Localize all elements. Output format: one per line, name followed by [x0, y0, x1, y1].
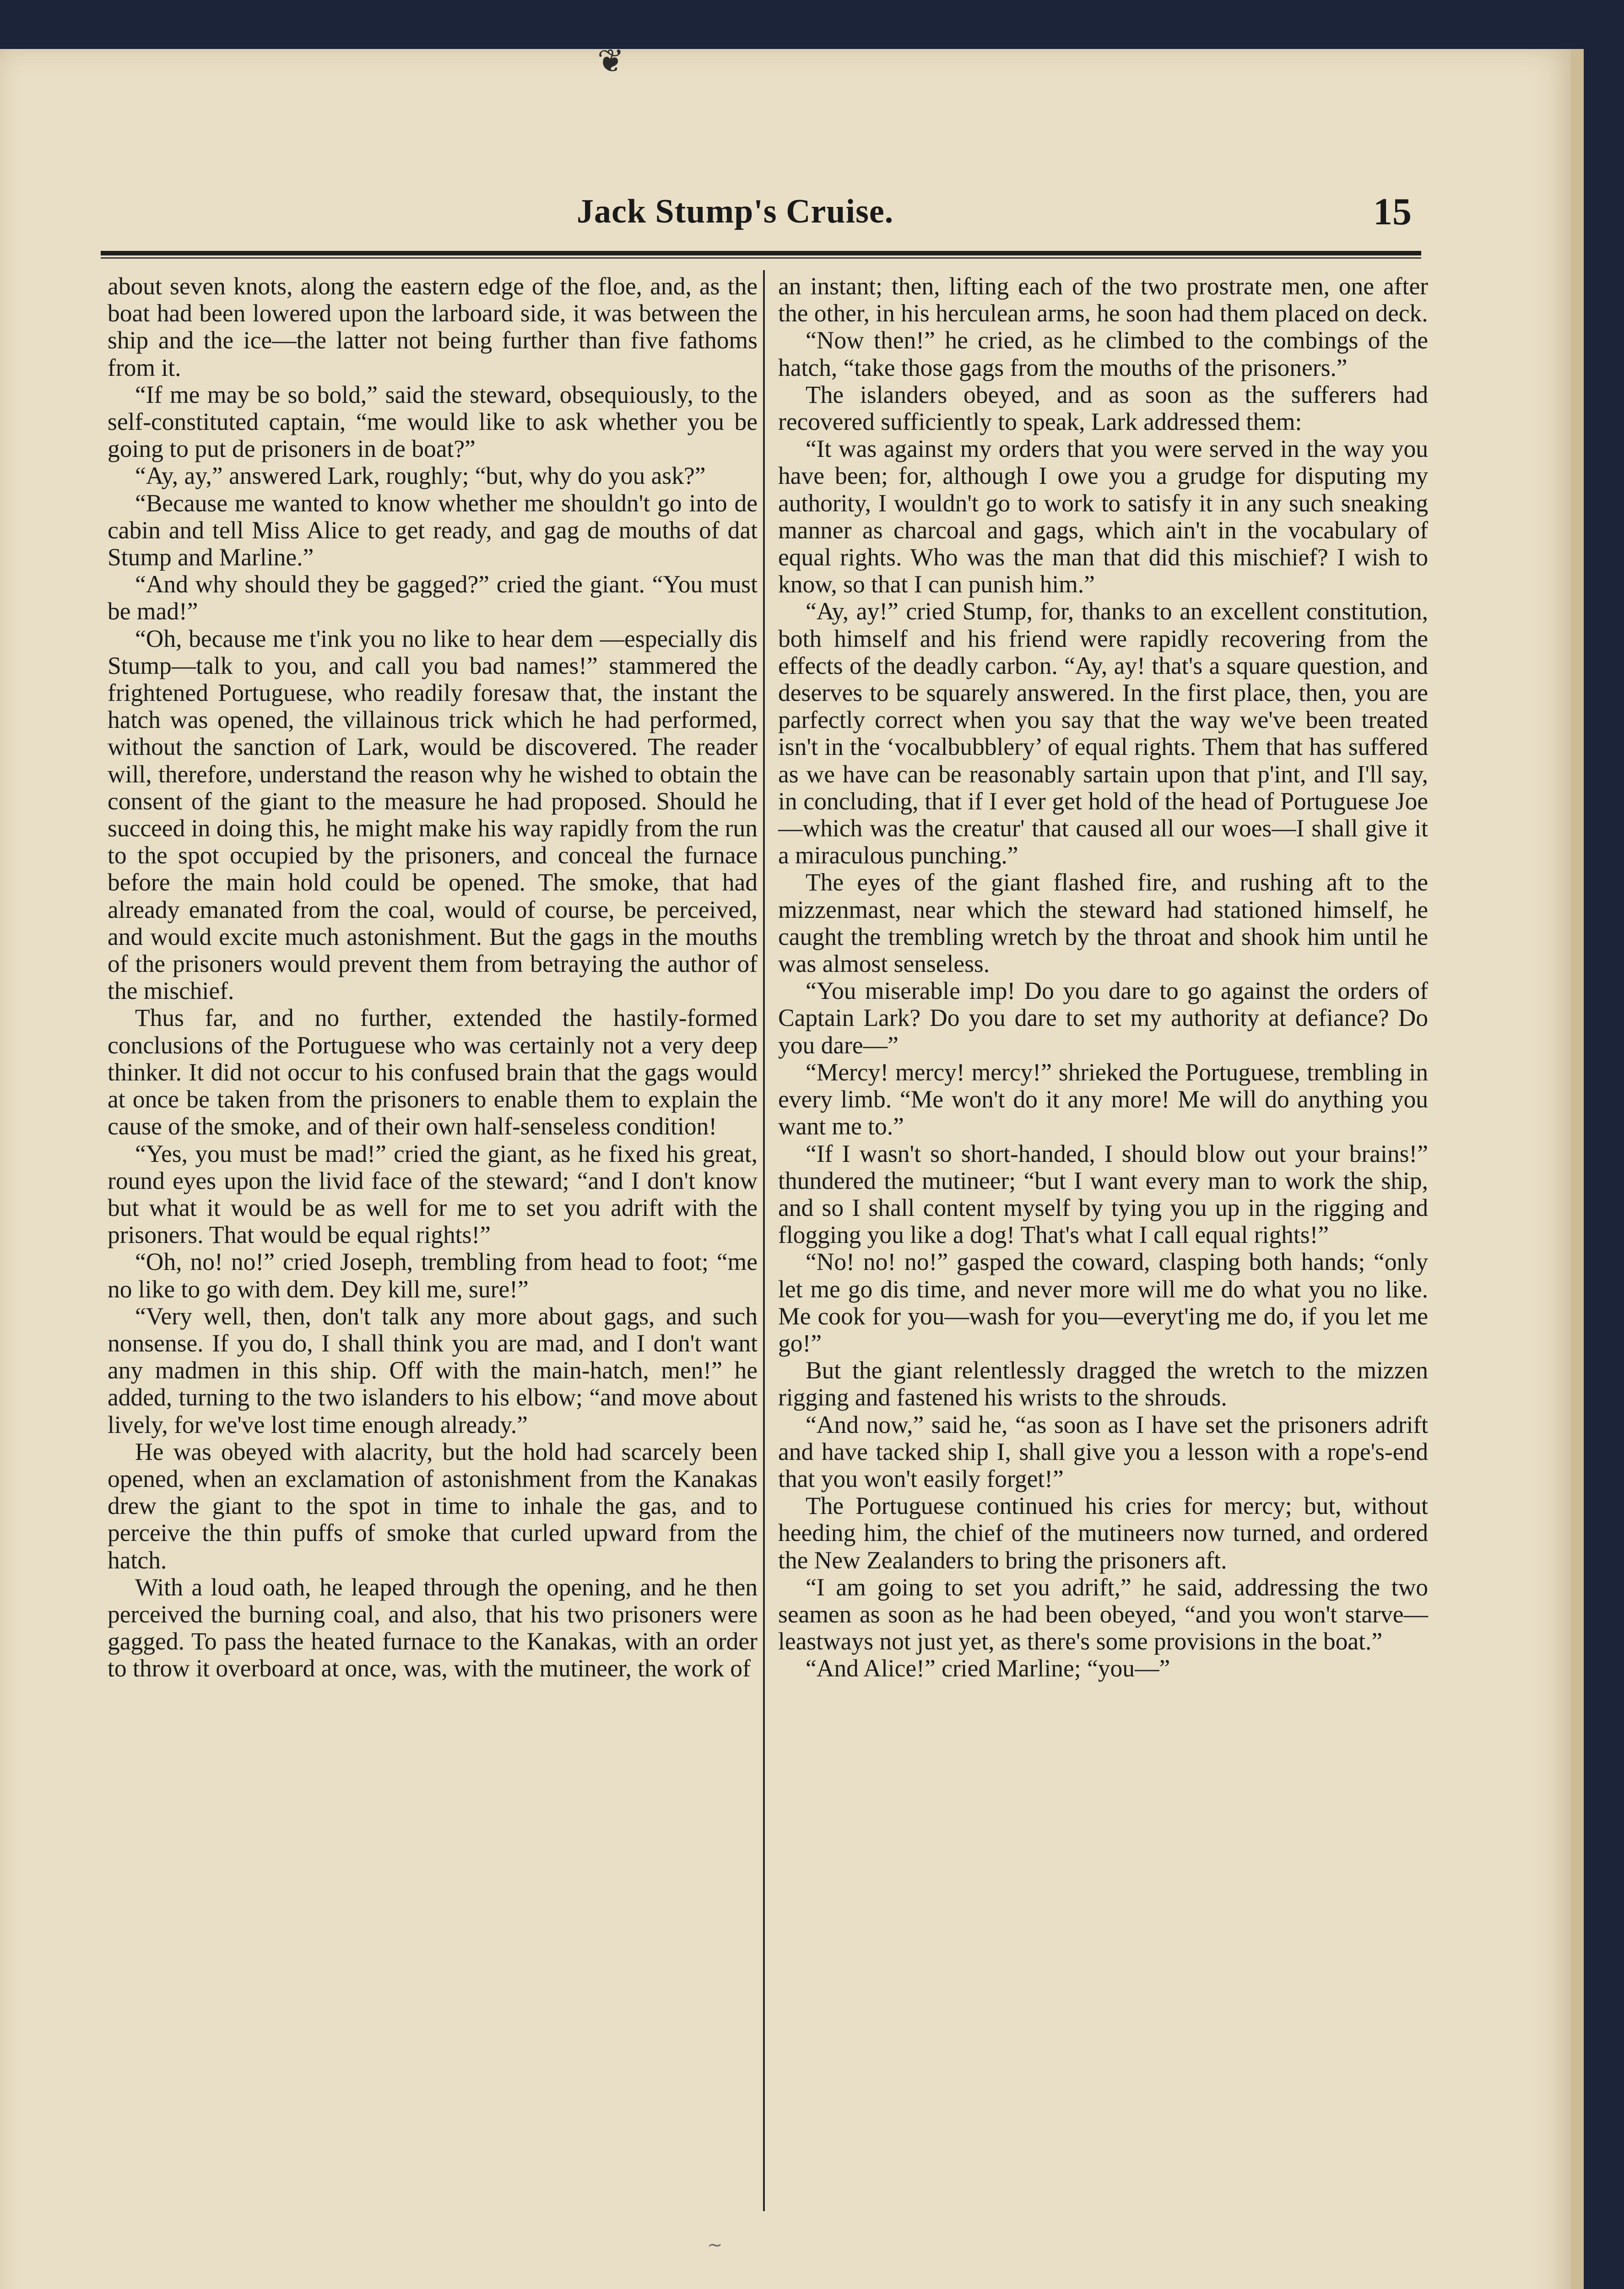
paragraph: “And why should they be gagged?” cried the giant. “You must be mad!”: [108, 570, 758, 625]
paragraph: “Ay, ay,” answered Lark, roughly; “but, why do you ask?”: [135, 462, 706, 490]
paragraph: The Portuguese continued his cries for mercy; but, without heeding him, the chief of the mutineers now turned, and ordered the New Zealanders to bring the prisoners aft.: [778, 1492, 1428, 1574]
paragraph: “I am going to set you adrift,” he said, addressing the two seamen as soon as he had been obeyed, “and you won't starve—leastways not just yet, as there's some provisions in the boat.”: [778, 1573, 1428, 1655]
paragraph: The islanders obeyed, and as soon as the sufferers had recovered sufficiently to speak, Lark addressed them:: [778, 380, 1428, 436]
paragraph: “Yes, you must be mad!” cried the giant, as he fixed his great, round eyes upon the livid face of the steward; “and I don't know but what it would be as well for me to set you adrift with the prisoners. That would be equal rights!”: [108, 1139, 758, 1249]
left-column: [108, 273, 758, 1682]
paragraph: Thus far, and no further, extended the hastily-formed conclusions of the Portuguese who was certainly not a very deep thinker. It did not occur to his confused brain that the gags would at once be taken from the prisoners to enable them to explain the cause of the smoke, and of their own half-senseless condition!: [108, 1004, 758, 1140]
paragraph: The eyes of the giant flashed fire, and rushing aft to the mizzenmast, near which the steward had stationed himself, he caught the trembling wretch by the throat and shook him until he was almost senseless.: [778, 868, 1428, 978]
running-header: [101, 192, 1419, 256]
paragraph: “Oh, because me t'ink you no like to hear dem —especially dis Stump—talk to you, and call you bad names!” stammered the frightened Portuguese, who readily foresaw that, the instant the hatch was opened, the villainous trick which he had performed, without the sanction of Lark, would be discovered. The reader will, therefore, understand the reason why he wished to obtain the consent of the giant to the measure he had proposed. Should he succeed in doing this, he might make his way rapidly from the run to the spot occupied by the prisoners, and conceal the furnace before the main hold could be opened. The smoke, that had already emanated from the coal, would of course, be perceived, and would excite much astonishment. But the gags in the mouths of the prisoners would prevent them from betraying the author of the mischief.: [108, 624, 758, 1005]
header-rule-thin: [101, 257, 1421, 259]
paragraph: an instant; then, lifting each of the two prostrate men, one after the other, in his herculean arms, he soon had them placed on deck.: [778, 272, 1428, 327]
paragraph: “If I wasn't so short-handed, I should blow out your brains!” thundered the mutineer; “but I want every man to work the ship, and so I shall content myself by tying you up in the rigging and flogging you like a dog! That's what I call equal rights!”: [778, 1139, 1428, 1249]
paragraph: “It was against my orders that you were served in the way you have been; for, although I owe you a grudge for disputing my authority, I wouldn't go to work to satisfy it in any such sneaking manner as charcoal and gags, which ain't in the vocabulary of equal rights. Who was the man that did this mischief? I wish to know, so that I can punish him.”: [778, 435, 1428, 598]
paragraph: “If me may be so bold,” said the steward, obsequiously, to the self-constituted captain, “me would like to ask whether you be going to put de prisoners in de boat?”: [108, 380, 758, 463]
paragraph: “And Alice!” cried Marline; “you—”: [806, 1654, 1170, 1682]
paragraph: With a loud oath, he leaped through the opening, and he then perceived the burning coal, and also, that his two prisoners were gagged. To pass the heated furnace to the Kanakas, with an order to throw it overboard at once, was, with the mutineer, the work of: [108, 1573, 758, 1682]
header-rule: [101, 251, 1421, 255]
page-edge: [1571, 49, 1584, 2289]
paragraph: “Now then!” he cried, as he climbed to the combings of the hatch, “take those gags from the mouths of the prisoners.”: [778, 326, 1428, 381]
paragraph: He was obeyed with alacrity, but the hold had scarcely been opened, when an exclamation of astonishment from the Kanakas drew the giant to the spot in time to inhale the gas, and to perceive the thin puffs of smoke that curled upward from the hatch.: [108, 1437, 758, 1574]
paragraph: “Mercy! mercy! mercy!” shrieked the Portuguese, trembling in every limb. “Me won't do it any more! Me will do anything you want me to.”: [778, 1058, 1428, 1140]
column-divider: [763, 270, 765, 2211]
paragraph: “Ay, ay!” cried Stump, for, thanks to an excellent constitution, both himself and his friend were rapidly recovering from the effects of the deadly carbon. “Ay, ay! that's a square question, and deserves to be squarely answered. In the first place, then, you are parfectly correct when you say that the way we've been treated isn't in the ‘vocalbubblery’ of equal rights. Them that has suffered as we have can be reasonably sartain upon that p'int, and I'll say, in concluding, that if I ever get hold of the head of Portuguese Joe—which was the creatur' that caused all our woes—I shall give it a miraculous punching.”: [778, 597, 1428, 869]
right-column: [778, 273, 1428, 1682]
paragraph: “You miserable imp! Do you dare to go against the orders of Captain Lark? Do you dare to set my authority at defiance? Do you dare—”: [778, 977, 1428, 1059]
printer-mark: ∼: [707, 2235, 723, 2255]
paragraph: “Because me wanted to know whether me shouldn't go into de cabin and tell Miss Alice to get ready, and gag de mouths of dat Stump and Marline.”: [108, 489, 758, 571]
paragraph: “And now,” said he, “as soon as I have set the prisoners adrift and have tacked ship I, shall give you a lesson with a rope's-end that you won't easily forget!”: [778, 1410, 1428, 1492]
paragraph: “No! no! no!” gasped the coward, clasping both hands; “only let me go dis time, and never more will me do what you no like. Me cook for you—wash for you—everyt'ing me do, if you let me go!”: [778, 1248, 1428, 1357]
paragraph: But the giant relentlessly dragged the wretch to the mizzen rigging and fastened his wrists to the shrouds.: [778, 1356, 1428, 1411]
page-number: 15: [1373, 190, 1412, 233]
paragraph: about seven knots, along the eastern edge of the floe, and, as the boat had been lowered upon the larboard side, it was between the ship and the ice—the latter not being further than five fathoms from it.: [108, 272, 758, 381]
ink-blot-icon: ❦: [597, 44, 624, 79]
paragraph: “Oh, no! no!” cried Joseph, trembling from head to foot; “me no like to go with dem. Dey kill me, sure!”: [108, 1248, 758, 1303]
paragraph: “Very well, then, don't talk any more about gags, and such nonsense. If you do, I shall think you are mad, and I don't want any madmen in this ship. Off with the main-hatch, men!” he added, turning to the two islanders to his elbow; “and move about lively, for we've lost time enough already.”: [108, 1302, 758, 1438]
running-title: Jack Stump's Cruise.: [577, 193, 894, 230]
